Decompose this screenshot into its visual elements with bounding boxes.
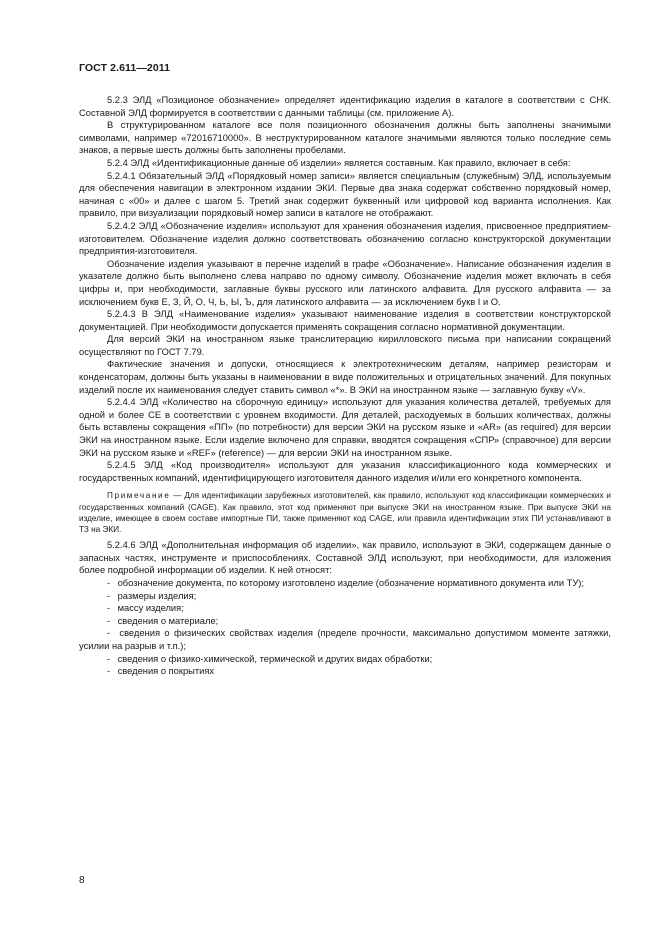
list-item-text: сведения о покрытиях <box>117 666 215 677</box>
list-item-text: сведения о материале; <box>117 615 219 626</box>
list-item <box>79 665 611 678</box>
paragraph-5-2-3: 5.2.3 ЭЛД «Позиционое обозначение» определяет идентификацию изделия в каталоге в соответствии с СНК. Составной ЭЛД формируется в соответствии с данными таблицы (см. приложение А). <box>79 95 611 118</box>
list-item-text: сведения о физических свойствах изделия (пределе прочности, максимально допустимом моменте затяжки, усилии на разрыв и т.п.); <box>79 628 611 651</box>
list-item-text: сведения о физико-химической, термической и других видах обработки; <box>117 653 433 664</box>
paragraph-transliteration: Для версий ЭКИ на иностранном языке транслитерацию кирилловского письма при написании сокращений осуществляют по ГОСТ 7.79. <box>79 334 611 357</box>
paragraph-5-2-4: 5.2.4 ЭЛД «Идентификационные данные об изделии» является составным. Как правило, включает в себя: <box>107 157 571 168</box>
paragraph-designation-rules: Обозначение изделия указывают в перечне изделий в графе «Обозначение». Написание обозначения изделия в указателе должно быть выполнено слева направо по одному символу. Обозначение изделия может включать в себя цифры и, при необходимости, заглавные буквы русского или латинского алфавита. Для русского алфавита — за исключением букв Е, З, Й, О, Ч, Ь, Ы, Ъ, для латинского алфавита — за исключением букв I и O. <box>79 258 611 307</box>
list-item <box>79 615 611 628</box>
list-dash: - <box>107 615 111 626</box>
paragraph-5-2-4-5: 5.2.4.5 ЭЛД «Код производителя» используют для указания классификационного кода коммерческих и государственных компаний, идентифицирующего изготовителя данного изделия и/или его конкретного компонента. <box>79 460 611 483</box>
paragraph-5-2-4-1: 5.2.4.1 Обязательный ЭЛД «Порядковый номер записи» является специальным (служебным) ЭЛД, используемым для обеспечения навигации в электронном издании ЭКИ. Первые два знака содержат собственно порядковый номер, начиная с «00» и далее с шагом 5. Третий знак содержит буквенный или цифровой код варианта исполнения. Как правило, при визуализации порядковый номер записи в каталоге не отображают. <box>79 170 611 219</box>
paragraph-5-2-4-3: 5.2.4.3 В ЭЛД «Наименование изделия» указывают наименование изделия в соответствии конструкторской документацией. При необходимости допускается применять сокращения согласно нормативной документации. <box>79 309 611 332</box>
paragraph-structured-catalog: В структурированном каталоге все поля позиционного обозначения должны быть заполнены значимыми символами, например «72016710000». В неструктурированном каталоге значимыми являются только последние семь знаков, а первые шесть должны быть заполнены пробелами. <box>79 120 611 156</box>
list-item-text: обозначение документа, по которому изготовлено изделие (обозначение нормативного документа или ТУ); <box>117 578 584 588</box>
list-item <box>79 627 611 652</box>
note <box>79 490 611 535</box>
paragraph-5-2-4-4: 5.2.4.4 ЭЛД «Количество на сборочную единицу» используют для указания количества деталей, требуемых для одной и более СЕ в соответствии с уровнем входимости. Для деталей, расходуемых в больших количествах, должны быть вставлены сокращения «ПП» (по потребности) для версии ЭКИ на русском языке и «AR» (as required) для версии ЭКИ на иностранном языке. Если изделие включено для справки, вводятся сокращения «СПР» (справочное) для версии ЭКИ на русском языке и «REF» (reference) — для версии ЭКИ на иностранном языке. <box>79 397 611 458</box>
list-dash: - <box>107 666 111 677</box>
list-item <box>79 590 611 603</box>
list-dash: - <box>107 578 111 588</box>
list-item-text: массу изделия; <box>117 603 184 614</box>
note-text: — Для идентификации зарубежных изготовителей, как правило, используют код классификации коммерческих и государственных компаний (CAGE). Как правило, этот код применяют при выпуске ЭКИ на иностранном языке. При выпуске ЭКИ на изделие, имеющее в своем составе импортные ПИ, также применяют код CAGE, или правила идентификации этих ПИ устанавливают в ТЗ на ЭКИ. <box>79 491 611 535</box>
list-dash: - <box>107 590 111 601</box>
list-item-text: размеры изделия; <box>117 590 197 601</box>
paragraph-5-2-4-6: 5.2.4.6 ЭЛД «Дополнительная информация об изделии», как правило, используют в ЭКИ, содержащем данные о запасных частях, инструменте и приспособлениях. Составной ЭЛД используют, при необходимости, для изложения более подробной информации об изделии. К ней относят: <box>79 540 611 576</box>
note-lead: Примечание <box>107 491 171 501</box>
list-dash: - <box>107 628 111 639</box>
paragraph-tolerances: Фактические значения и допуски, относящиеся к электротехническим деталям, например резисторам и конденсаторам, должны быть указаны в наименовании в виде положительных и отрицательных значений. Для покупных изделий после их наименования следует ставить символ «*». В ЭКИ на иностранном языке — заглавную букву «V». <box>79 359 611 395</box>
list-dash: - <box>107 603 111 614</box>
list-dash: - <box>107 653 111 664</box>
document-header: ГОСТ 2.611—2011 <box>79 62 171 74</box>
page-number: 8 <box>79 875 85 886</box>
paragraph-5-2-4-2: 5.2.4.2 ЭЛД «Обозначение изделия» используют для хранения обозначения изделия, присвоенное предприятием-изготовителем. Обозначение изделия должно соответствовать обозначению согласно конструкторской документации предприятия-изготовителя. <box>79 220 611 257</box>
list-item <box>79 577 611 590</box>
list-item <box>79 653 611 666</box>
info-list <box>79 577 611 678</box>
document-body <box>79 94 611 678</box>
list-item <box>79 602 611 615</box>
